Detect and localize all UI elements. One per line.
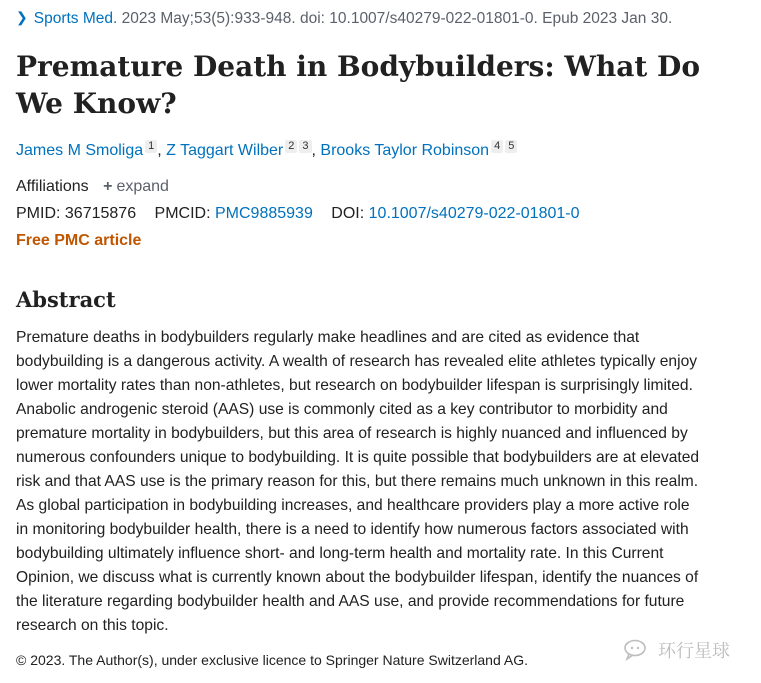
- article-title: Premature Death in Bodybuilders: What Do We Know?: [16, 50, 700, 120]
- abstract-body: [16, 326, 744, 638]
- copyright-notice: © 2023. The Author(s), under exclusive licence to Springer Nature Switzerland AG.: [16, 652, 528, 668]
- abstract-heading: Abstract: [16, 287, 116, 312]
- abstract-line: lower mortality rates than non-athletes, but research on bodybuilder lifespan is surprisingly limited.: [16, 377, 693, 394]
- citation-details: 2023 May;53(5):933-948. doi: 10.1007/s40279-022-01801-0. Epub 2023 Jan 30.: [121, 10, 673, 27]
- author-link[interactable]: Z Taggart Wilber: [166, 142, 284, 159]
- expand-label: expand: [116, 178, 169, 195]
- abstract-line: As global participation in bodybuilding increases, and healthcare providers play a more active role: [16, 497, 690, 514]
- doi-label: DOI:: [331, 205, 365, 222]
- watermark-text: 环行星球: [658, 641, 730, 662]
- watermark: [624, 637, 744, 663]
- pmcid-link[interactable]: PMC9885939: [215, 205, 313, 222]
- expand-affiliations-button[interactable]: [103, 178, 169, 195]
- abstract-line: premature mortality in bodybuilders, but this area of research is highly nuanced and influenced by: [16, 425, 688, 442]
- affiliations-row: [16, 178, 169, 196]
- pmid-label: PMID:: [16, 205, 61, 222]
- affiliation-ref[interactable]: 2: [285, 140, 297, 153]
- chevron-right-icon[interactable]: ❯: [16, 9, 28, 25]
- affiliation-ref[interactable]: 1: [145, 140, 157, 153]
- journal-link[interactable]: Sports Med.: [33, 10, 118, 27]
- affiliation-ref[interactable]: 3: [299, 140, 311, 153]
- abstract-line: risk and that AAS use is the primary reason for this, but there remains much unknown in this realm.: [16, 473, 699, 490]
- abstract-line: Anabolic androgenic steroid (AAS) use is commonly cited as a key contributor to morbidity and: [16, 401, 668, 418]
- author-link[interactable]: Brooks Taylor Robinson: [320, 142, 490, 159]
- affiliations-label: Affiliations: [16, 178, 89, 195]
- identifiers-row: [16, 205, 579, 223]
- affiliation-ref[interactable]: 5: [505, 140, 517, 153]
- author-list: James M Smoliga $^1$ , Z Taggart Wilber $^2$ $^3$ , Brooks Taylor Robinson $^4$ $^5$: [16, 140, 517, 160]
- wechat-bubble-icon: [624, 639, 652, 661]
- plus-icon: +: [103, 178, 113, 195]
- abstract-line: Opinion, we discuss what is currently known about the bodybuilder lifespan, identify the nuances of: [16, 569, 699, 586]
- abstract-line: in monitoring bodybuilder health, there is a need to identify how numerous factors associated with: [16, 521, 689, 538]
- abstract-line: bodybuilding ultimately influence short- and long-term health and mortality rate. In this Current: [16, 545, 664, 562]
- free-pmc-article-badge: Free PMC article: [16, 232, 142, 249]
- pmcid-label: PMCID:: [154, 205, 211, 222]
- abstract-line: the literature regarding bodybuilder health and AAS use, and provide recommendations for future: [16, 593, 685, 610]
- pmid-value: 36715876: [64, 205, 137, 222]
- doi-link[interactable]: 10.1007/s40279-022-01801-0: [368, 205, 580, 222]
- affiliation-ref[interactable]: 4: [491, 140, 503, 153]
- abstract-line: research on this topic.: [16, 617, 169, 634]
- citation-line: [16, 10, 672, 28]
- abstract-line: bodybuilding is a dangerous activity. A wealth of research has revealed elite athletes typically enjoy: [16, 353, 698, 370]
- author-link[interactable]: James M Smoliga: [16, 142, 144, 159]
- abstract-line: numerous confounders unique to bodybuilding. It is quite possible that bodybuilders are at elevated: [16, 449, 700, 466]
- abstract-line: Premature deaths in bodybuilders regularly make headlines and are cited as evidence that: [16, 329, 640, 346]
